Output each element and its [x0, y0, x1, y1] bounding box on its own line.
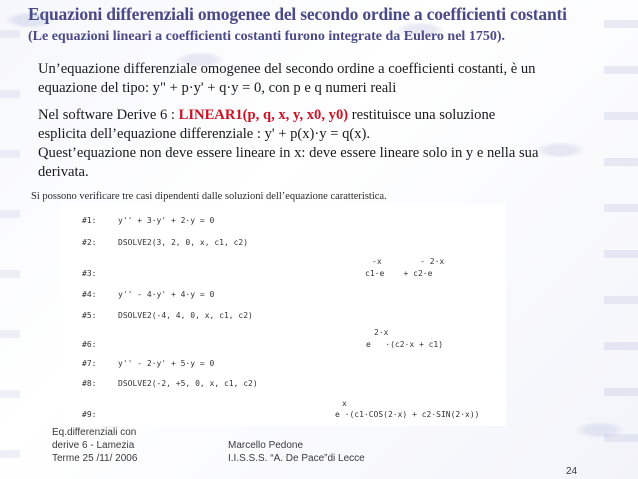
- derive-row-result: e ·(c1·COS(2·x) + c2·SIN(2·x)): [335, 410, 480, 419]
- paragraph-derive-prefix: Nel software Derive 6 :: [38, 107, 179, 123]
- paragraph-definition-line1: Un’equazione differenziale omogenee del secondo ordine a coefficienti costanti, è un: [38, 61, 536, 77]
- derive-row-number: #8:: [82, 379, 97, 388]
- derive-row-number: #4:: [82, 290, 97, 299]
- page-number: 24: [566, 466, 578, 477]
- slide-subtitle: (Le equazioni lineari a coefficienti costanti furono integrate da Eulero nel 1750).: [28, 29, 505, 44]
- linear1-function: LINEAR1(p, q, x, y, x0, y0): [178, 107, 349, 123]
- derive-row-expression: DSOLVE2(-4, 4, 0, x, c1, c2): [118, 311, 253, 320]
- paragraph-derive-line1: [38, 106, 608, 125]
- paragraph-definition-line2: equazione del tipo: y" + p·y' + q·y = 0, con p e q numeri reali: [38, 80, 397, 96]
- derive-row-expression: y'' + 3·y' + 2·y = 0: [118, 216, 215, 225]
- derive-row-exponent: 2·x: [374, 328, 389, 337]
- paragraph-derive-suffix: restituisce una soluzione: [348, 107, 496, 123]
- derive-row-expression: DSOLVE2(-2, +5, 0, x, c1, c2): [118, 379, 258, 388]
- derive-row-expression: y'' - 2·y' + 5·y = 0: [118, 359, 215, 368]
- derive-row-number: #1:: [82, 216, 97, 225]
- derive-row-result: e ·(c2·x + c1): [366, 340, 444, 349]
- derive-row-number: #3:: [82, 269, 97, 278]
- derive-row-number: #7:: [82, 359, 97, 368]
- footer-school: I.I.S.S.S. “A. De Pace”di Lecce: [228, 453, 365, 464]
- paragraph-derive-line4: derivata.: [38, 164, 89, 180]
- derive-row-exponent: -x - 2·x: [372, 257, 445, 266]
- decorative-right-edge: [604, 0, 638, 479]
- footer-author-name: Marcello Pedone: [228, 440, 304, 451]
- derive-row: [60, 328, 506, 350]
- derive-row: [60, 399, 506, 421]
- derive-screenshot: [60, 204, 506, 426]
- derive-row-number: #5:: [82, 311, 97, 320]
- derive-row-number: #9:: [82, 410, 97, 419]
- slide-title: Equazioni differenziali omogenee del secondo ordine a coefficienti costanti: [28, 4, 567, 24]
- derive-row-expression: DSOLVE2(3, 2, 0, x, c1, c2): [118, 238, 249, 247]
- paragraph-derive: [38, 106, 608, 182]
- derive-row-result: c1·e + c2·e: [365, 269, 433, 278]
- derive-row-expression: y'' - 4·y' + 4·y = 0: [118, 290, 215, 299]
- derive-row-number: #6:: [82, 340, 97, 349]
- footer-event-line3: Terme 25 /11/ 2006: [52, 453, 138, 464]
- footer-author: [228, 439, 428, 465]
- decorative-left-edge: [0, 0, 20, 479]
- derive-row-exponent: x: [342, 399, 347, 408]
- paragraph-derive-line3: Quest’equazione non deve essere lineare in x: deve essere lineare solo in y e nella sua: [38, 145, 539, 161]
- footer-event: [52, 426, 182, 465]
- footer-event-line1: Eq.differenziali con: [52, 427, 137, 438]
- derive-row-number: #2:: [82, 238, 97, 247]
- footer-event-line2: derive 6 - Lamezia: [52, 440, 135, 451]
- paragraph-derive-line2: esplicita dell’equazione differenziale : y' + p(x)·y = q(x).: [38, 126, 371, 142]
- cases-note: Si possono verificare tre casi dipendenti dalle soluzioni dell’equazione caratteristica.: [31, 191, 387, 202]
- derive-row: [60, 257, 506, 279]
- paragraph-definition: [38, 60, 608, 98]
